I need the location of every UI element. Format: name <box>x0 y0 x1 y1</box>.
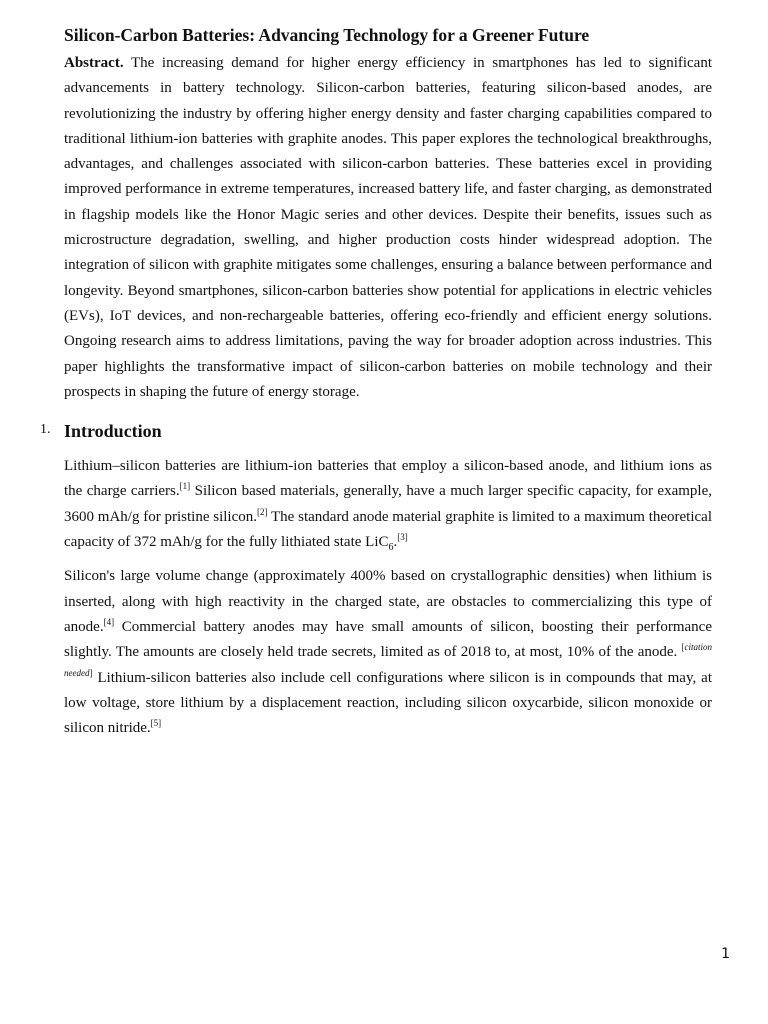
section-number: 1. <box>40 422 51 438</box>
section-title: Introduction <box>64 421 162 442</box>
text-run: Silicon based materials, generally, have a much larger specific capacity, for example, 3600 mAh/g for pristine silicon. <box>64 483 712 525</box>
citation-needed-note[interactable]: [citation needed] <box>64 642 712 678</box>
citation-ref-3[interactable]: [3] <box>397 532 408 543</box>
abstract-text: The increasing demand for higher energy efficiency in smartphones has led to significant advancements in battery technology. Silicon-carbon batteries, featuring silicon-based anodes, are revolutionizing the industry by offering higher energy density and faster charging capabilities compared to traditional lithium-ion batteries with graphite anodes. This paper explores the technological breakthroughs, advantages, and challenges associated with silicon-carbon batteries. These batteries excel in providing improved performance in extreme temperatures, increased battery life, and faster charging, as demonstrated in flagship models like the Honor Magic series and other devices. Despite their benefits, issues such as microstructure degradation, swelling, and higher production costs hinder widespread adoption. The integration of silicon with graphite mitigates some challenges, ensuring a balance between performance and longevity. Beyond smartphones, silicon-carbon batteries show potential for applications in electric vehicles (EVs), IoT devices, and non-rechargeable batteries, offering eco-friendly and efficient energy solutions. Ongoing research aims to address limitations, paving the way for broader adoption across industries. This paper highlights the transformative impact of silicon-carbon batteries on mobile technology and their prospects in shaping the future of energy storage. <box>64 55 713 400</box>
text-run: . <box>393 534 398 551</box>
abstract <box>64 51 712 405</box>
document-page <box>40 22 713 741</box>
text-run: The standard anode material graphite is limited to a maximum theoretical capacity of 372 mAh/g for the fully lithiated state LiC <box>64 508 712 551</box>
citation-ref-2[interactable]: [2] <box>257 506 268 517</box>
paper-title: Silicon-Carbon Batteries: Advancing Technology for a Greener Future <box>64 25 590 45</box>
page-number: 1 <box>721 946 730 962</box>
intro-paragraph-2 <box>64 564 712 741</box>
abstract-label: Abstract. <box>64 55 124 71</box>
subscript: 6 <box>388 542 394 554</box>
intro-paragraph-1 <box>64 454 712 555</box>
text-run: Commercial battery anodes may have small amounts of silicon, boosting their performance slightly. The amounts are closely held trade secrets, limited as of 2018 to, at most, 10% of the anode. <box>64 618 712 661</box>
citation-ref-1[interactable]: [1] <box>179 481 191 492</box>
text-run: Lithium-silicon batteries also include cell configurations where silicon is in compounds that may, at low voltage, store lithium by a displacement reaction, including silicon oxycarbide, silicon monoxide or silicon nitride. <box>64 669 712 737</box>
section-heading-introduction <box>40 416 712 446</box>
text-run: Lithium–silicon batteries are lithium-ion batteries that employ a silicon-based anode, and lithium ions as the charge carriers. <box>64 458 712 500</box>
text-run: Silicon's large volume change (approximately 400% based on crystallographic densities) when lithium is inserted, along with high reactivity in the charged state, are obstacles to commercializing this type of anode. <box>64 568 712 635</box>
citation-ref-5[interactable]: [5] <box>150 718 162 729</box>
citation-ref-4[interactable]: [4] <box>103 616 115 627</box>
